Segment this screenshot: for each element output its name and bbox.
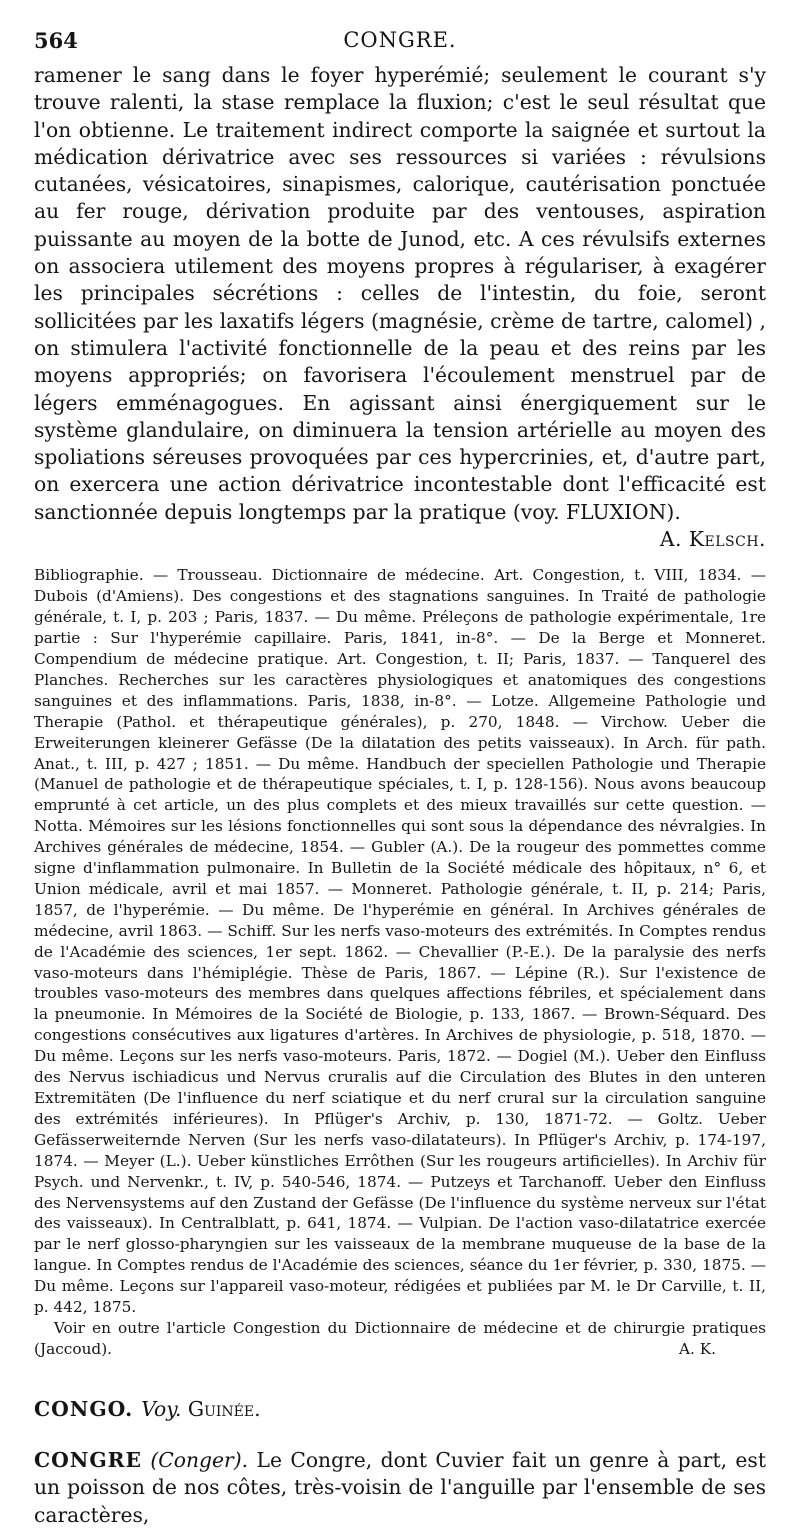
cross-reference-target: Guinée. bbox=[187, 1396, 261, 1421]
entry-congo bbox=[34, 1396, 766, 1423]
headword-congre: CONGRE bbox=[34, 1448, 142, 1473]
bibliography-signature: A. K. bbox=[678, 1339, 716, 1358]
running-title: CONGRE. bbox=[343, 28, 457, 52]
main-paragraph bbox=[34, 62, 766, 552]
latin-name: (Conger). bbox=[150, 1448, 249, 1473]
entry-congre bbox=[34, 1447, 766, 1529]
entry-congre-text: Le Congre, dont Cuvier fait un genre à part, est un poisson de nos côtes, très-voisin de l'anguille par l'ensemble de ses caractères, bbox=[34, 1448, 766, 1527]
page-number: 564 bbox=[34, 28, 78, 53]
see-also-text: Voir en outre l'article Congestion du Dictionnaire de médecine et de chirurgie pratiques (Jaccoud). bbox=[34, 1318, 766, 1358]
running-header bbox=[34, 22, 766, 62]
see-reference-label: Voy. bbox=[141, 1396, 182, 1421]
bibliography-see-also bbox=[34, 1318, 766, 1360]
author-signature: A. Kelsch. bbox=[659, 527, 766, 552]
main-paragraph-text: ramener le sang dans le foyer hyperémié; seulement le courant s'y trouve ralenti, la stase remplace la fluxion; c'est le seul résultat que l'on obtienne. Le traitement indirect comporte la saignée et surtout la médication dérivatrice avec ses ressources si variées : révulsions cutanées, vésicatoires, sinapismes, calorique, cautérisation ponctuée au fer rouge, dérivation produite par des ventouses, aspiration puissante au moyen de la botte de Junod, etc. A ces révulsifs externes on associera utilement des moyens propres à régulariser, à exagérer les principales sécrétions : celles de l'intestin, du foie, seront sollicitées par les laxatifs légers (magnésie, crème de tartre, calomel) , on stimulera l'activité fonctionnelle de la peau et des reins par les moyens appropriés; on favorisera l'écoulement menstruel par de légers emménagogues. En agissant ainsi énergiquement sur le système glandulaire, on diminuera la tension artérielle au moyen des spoliations séreuses provoquées par ces hypercrinies, et, d'autre part, on exercera une action dérivatrice incontestable dont l'efficacité est sanctionnée depuis longtemps par la pratique (voy. FLUXION). bbox=[34, 63, 766, 524]
bibliography-text: Bibliographie. — Trousseau. Dictionnaire de médecine. Art. Congestion, t. VIII, 1834. — Dubois (d'Amiens). Des congestions et des stagnations sanguines. In Traité de pathologie générale, t. I, p. 203 ; Paris, 1837. — Du même. Préleçons de pathologie expérimentale, 1re partie : Sur l'hyperémie capillaire. Paris, 1841, in-8°. — De la Berge et Monneret. Compendium de médecine pratique. Art. Congestion, t. II; Paris, 1837. — Tanquerel des Planches. Recherches sur les caractères physiologiques et anatomiques des congestions sanguines et des inflammations. Paris, 1838, in-8°. — Lotze. Allgemeine Pathologie und Therapie (Pathol. et thérapeutique générales), p. 270, 1848. — Virchow. Ueber die Erweiterungen kleinerer Gefässe (De la dilatation des petits vaisseaux). In Arch. für path. Anat., t. III, p. 427 ; 1851. — Du même. Handbuch der speciellen Pathologie und Therapie (Manuel de pathologie et de thérapeutique spéciales, t. I, p. 128-156). Nous avons beaucoup emprunté à cet article, un des plus complets et des mieux travaillés sur cette question. — Notta. Mémoires sur les lésions fonctionnelles qui sont sous la dépendance des névralgies. In Archives générales de médecine, 1854. — Gubler (A.). De la rougeur des pommettes comme signe d'inflammation pulmonaire. In Bulletin de la Société médicale des hôpitaux, n° 6, et Union médicale, avril et mai 1857. — Monneret. Pathologie générale, t. II, p. 214; Paris, 1857, de l'hyperémie. — Du même. De l'hyperémie en général. In Archives générales de médecine, avril 1863. — Schiff. Sur les nerfs vaso-moteurs des extrémités. In Comptes rendus de l'Académie des sciences, 1er sept. 1862. — Chevallier (P.-E.). De la paralysie des nerfs vaso-moteurs dans l'hémiplégie. Thèse de Paris, 1867. — Lépine (R.). Sur l'existence de troubles vaso-moteurs des membres dans quelques affections fébriles, et spécialement dans la pneumonie. In Mémoires de la Société de Biologie, p. 133, 1867. — Brown-Séquard. Des congestions consécutives aux ligatures d'artères. In Archives de physiologie, p. 518, 1870. — Du même. Leçons sur les nerfs vaso-moteurs. Paris, 1872. — Dogiel (M.). Ueber den Einfluss des Nervus ischiadicus und Nervus cruralis auf die Circulation des Blutes in den unteren Extremitäten (De l'influence du nerf sciatique et du nerf crural sur la circulation sanguine des extrémités inférieures). In Pflüger's Archiv, p. 130, 1871-72. — Goltz. Ueber Gefässerweiternde Nerven (Sur les nerfs vaso-dilatateurs). In Pflüger's Archiv, p. 174-197, 1874. — Meyer (L.). Ueber künstliches Errôthen (Sur les rougeurs artificielles). In Archiv für Psych. und Nervenkr., t. IV, p. 540-546, 1874. — Putzeys et Tarchanoff. Ueber den Einfluss des Nervensystems auf den Zustand der Gefässe (De l'influence du système nerveux sur l'état des vaisseaux). In Centralblatt, p. 641, 1874. — Vulpian. De l'action vaso-dilatatrice exercée par le nerf glosso-pharyngien sur les vaisseaux de la membrane muqueuse de la base de la langue. In Comptes rendus de l'Académie des sciences, séance du 1er février, p. 330, 1875. — Du même. Leçons sur l'appareil vaso-moteur, rédigées et publiées par M. le Dr Carville, t. II, p. 442, 1875. bbox=[34, 566, 766, 1317]
headword-congo: CONGO. bbox=[34, 1396, 134, 1421]
bibliography-section bbox=[34, 565, 766, 1359]
